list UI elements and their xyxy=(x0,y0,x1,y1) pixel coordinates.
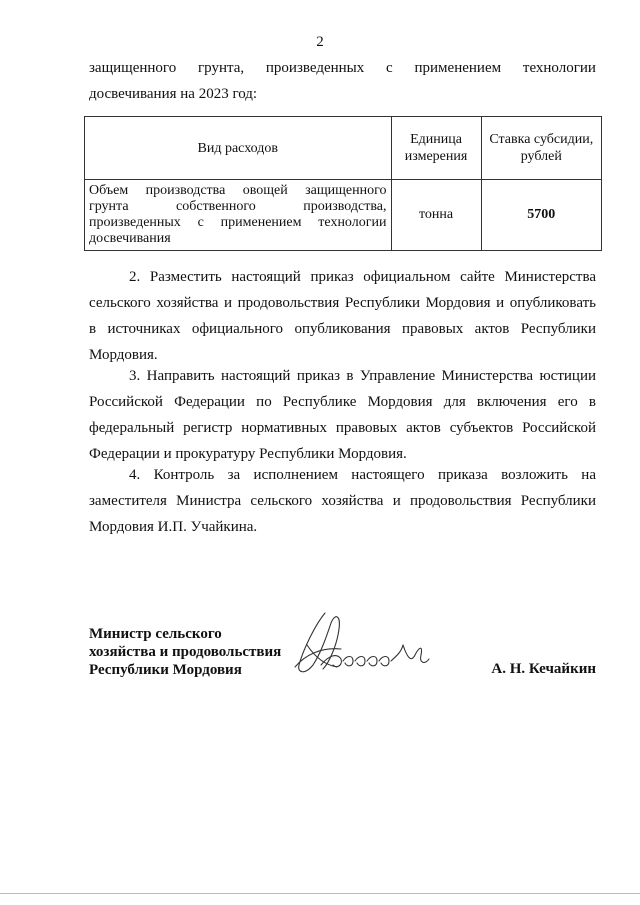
signatory-title-line: Республики Мордовия xyxy=(89,662,242,678)
desc-word: применением xyxy=(220,215,302,230)
paragraph-line: в источниках официального опубликования правовых актов Республики xyxy=(89,321,596,337)
desc-line xyxy=(89,199,387,215)
paragraph-line: Мордовия. xyxy=(89,347,158,363)
desc-line-last: досвечивания xyxy=(89,231,171,246)
header-unit: Единица измерения xyxy=(391,117,481,180)
cell-expense-description xyxy=(85,180,392,251)
paragraph-line: Федерации и прокуратуру Республики Мордовия. xyxy=(89,446,407,462)
header-expense-type: Вид расходов xyxy=(85,117,392,180)
desc-line xyxy=(89,215,387,231)
intro-word: защищенного xyxy=(89,60,177,76)
header-rate: Ставка субсидии, рублей xyxy=(481,117,601,180)
paragraph-line: 4. Контроль за исполнением настоящего приказа возложить на xyxy=(129,467,596,483)
subsidy-rates-table xyxy=(84,116,602,251)
desc-line xyxy=(89,183,387,199)
cell-unit: тонна xyxy=(391,180,481,251)
intro-line-2: досвечивания на 2023 год: xyxy=(89,86,258,102)
paragraph-line: 2. Разместить настоящий приказ официальном сайте Министерства xyxy=(129,269,596,285)
intro-line-1 xyxy=(89,55,596,81)
handwritten-signature-icon xyxy=(285,605,435,685)
signatory-name: А. Н. Кечайкин xyxy=(491,661,596,677)
desc-word: грунта xyxy=(89,199,129,214)
desc-word: Объем xyxy=(89,183,129,198)
desc-word: производства xyxy=(145,183,226,198)
page-number: 2 xyxy=(316,34,324,50)
table-row xyxy=(85,180,602,251)
paragraph-line: сельского хозяйства и продовольствия Республики Мордовия и опубликовать xyxy=(89,295,596,311)
signatory-title-line: хозяйства и продовольствия xyxy=(89,644,282,660)
paragraph-line: Мордовия И.П. Учайкина. xyxy=(89,519,258,535)
paragraph-line: федеральный регистр нормативных правовых актов субъектов Российской xyxy=(89,420,596,436)
desc-word: произведенных xyxy=(89,215,181,230)
page-bottom-rule xyxy=(0,893,640,894)
paragraph-line: 3. Направить настоящий приказ в Управление Министерства юстиции xyxy=(129,368,596,384)
desc-word: производства, xyxy=(303,199,387,214)
cell-rate: 5700 xyxy=(481,180,601,251)
paragraph-2 xyxy=(89,264,596,368)
paragraph-4 xyxy=(89,462,596,540)
signatory-title-line: Министр сельского xyxy=(89,626,222,642)
desc-word: технологии xyxy=(318,215,387,230)
intro-word: технологии xyxy=(522,60,596,76)
paragraph-line: Российской Федерации по Республике Мордовия для включения его в xyxy=(89,394,596,410)
intro-word: с xyxy=(386,60,393,76)
intro-word: применением xyxy=(414,60,502,76)
intro-word: произведенных xyxy=(265,60,365,76)
paragraph-line: заместителя Министра сельского хозяйства и продовольствия Республики xyxy=(89,493,596,509)
desc-word: овощей xyxy=(242,183,288,198)
desc-word: собственного xyxy=(176,199,256,214)
desc-word: с xyxy=(197,215,204,230)
paragraph-3 xyxy=(89,363,596,467)
desc-word: защищенного xyxy=(305,183,387,198)
signatory-title xyxy=(89,625,281,679)
intro-word: грунта, xyxy=(197,60,245,76)
table-header-row xyxy=(85,117,602,180)
